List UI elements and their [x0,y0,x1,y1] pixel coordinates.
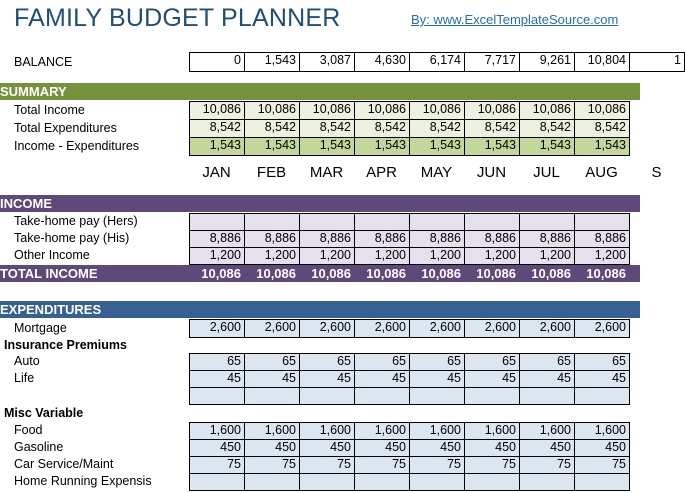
mortgage-cell[interactable]: 2,600 [189,319,245,338]
misc-cell[interactable] [244,473,300,491]
misc-cell[interactable]: 1,600 [299,422,355,440]
misc-cell[interactable]: 450 [464,439,520,457]
summary-cell[interactable]: 10,086 [409,101,465,120]
misc-cell[interactable] [299,473,355,491]
summary-band-label: SUMMARY [0,84,67,99]
misc-cell[interactable]: 75 [519,456,575,474]
summary-cell[interactable]: 8,542 [189,119,245,138]
insurance-cell[interactable] [574,387,630,405]
misc-cell[interactable]: 75 [574,456,630,474]
balance-cell[interactable]: 6,174 [409,52,465,72]
insurance-cell[interactable]: 65 [574,353,630,371]
month-header: MAY [420,164,453,181]
income-row-label: Take-home pay (His) [14,231,130,245]
insurance-cell[interactable]: 65 [244,353,300,371]
income-cell[interactable] [409,213,465,231]
total-income-value: 10,086 [256,266,296,281]
insurance-cell[interactable]: 65 [464,353,520,371]
misc-cell[interactable]: 1,600 [464,422,520,440]
misc-cell[interactable]: 1,600 [519,422,575,440]
balance-cell[interactable]: 1,543 [244,52,300,72]
insurance-cell[interactable]: 45 [464,370,520,388]
summary-cell[interactable]: 8,542 [409,119,465,138]
misc-row-label: Car Service/Maint [14,457,114,471]
insurance-cell[interactable] [519,387,575,405]
misc-row-label: Home Running Expensis [14,474,152,488]
income-cell[interactable]: 8,886 [519,230,575,248]
total-income-value: 10,086 [531,266,571,281]
page-title: FAMILY BUDGET PLANNER [14,4,341,32]
mortgage-cell[interactable]: 2,600 [244,319,300,338]
mortgage-label: Mortgage [14,321,67,335]
summary-cell[interactable]: 1,543 [519,137,575,156]
summary-row-label: Income - Expenditures [14,139,140,153]
summary-cell[interactable]: 8,542 [464,119,520,138]
income-cell[interactable]: 8,886 [299,230,355,248]
total-income-value: 10,086 [586,266,626,281]
income-cell[interactable]: 8,886 [189,230,245,248]
total-income-band [0,265,681,282]
insurance-cell[interactable]: 45 [299,370,355,388]
summary-cell[interactable]: 8,542 [354,119,410,138]
misc-cell[interactable]: 1,600 [189,422,245,440]
misc-cell[interactable]: 75 [464,456,520,474]
insurance-row-label: Life [14,371,35,385]
misc-cell[interactable]: 75 [299,456,355,474]
income-cell[interactable] [464,213,520,231]
misc-row-label: Gasoline [14,440,64,454]
balance-cell[interactable]: 3,087 [299,52,355,72]
summary-cell[interactable]: 1,543 [354,137,410,156]
insurance-cell[interactable]: 65 [189,353,245,371]
misc-cell[interactable]: 450 [189,439,245,457]
income-cell[interactable] [189,213,245,231]
summary-cell[interactable]: 1,543 [409,137,465,156]
month-header: AUG [585,164,618,181]
misc-cell[interactable] [354,473,410,491]
income-cell[interactable] [519,213,575,231]
source-link[interactable]: By: www.ExcelTemplateSource.com [411,12,619,27]
income-cell[interactable]: 1,200 [244,247,300,265]
misc-cell[interactable]: 1,600 [409,422,465,440]
summary-cell[interactable]: 10,086 [299,101,355,120]
insurance-cell[interactable]: 65 [354,353,410,371]
income-cell[interactable] [354,213,410,231]
month-header: JUN [476,164,507,181]
total-income-value: 10,086 [366,266,406,281]
month-header: APR [366,164,397,181]
mortgage-cell[interactable]: 2,600 [299,319,355,338]
insurance-cell[interactable]: 45 [354,370,410,388]
summary-cell[interactable]: 8,542 [574,119,630,138]
insurance-row-label: Auto [14,354,40,368]
summary-cell[interactable]: 10,086 [189,101,245,120]
income-cell[interactable] [574,213,630,231]
misc-cell[interactable]: 75 [354,456,410,474]
misc-cell[interactable]: 450 [354,439,410,457]
income-cell[interactable]: 1,200 [574,247,630,265]
summary-cell[interactable]: 1,543 [464,137,520,156]
misc-cell[interactable]: 450 [244,439,300,457]
balance-cell[interactable]: 1 [629,52,685,72]
misc-cell[interactable]: 1,600 [574,422,630,440]
income-cell[interactable]: 8,886 [409,230,465,248]
insurance-cell[interactable] [354,387,410,405]
month-header: JUL [533,164,560,181]
income-cell[interactable]: 8,886 [354,230,410,248]
misc-cell[interactable]: 450 [409,439,465,457]
misc-cell[interactable]: 450 [519,439,575,457]
summary-cell[interactable]: 8,542 [519,119,575,138]
income-cell[interactable]: 1,200 [464,247,520,265]
misc-cell[interactable]: 450 [574,439,630,457]
insurance-cell[interactable] [409,387,465,405]
summary-cell[interactable]: 1,543 [574,137,630,156]
insurance-cell[interactable]: 65 [409,353,465,371]
month-header: JAN [202,164,231,181]
misc-cell[interactable]: 450 [299,439,355,457]
balance-cell[interactable]: 0 [189,52,245,72]
balance-cell[interactable]: 10,804 [574,52,630,72]
insurance-cell[interactable]: 45 [189,370,245,388]
income-cell[interactable]: 1,200 [189,247,245,265]
insurance-cell[interactable]: 45 [519,370,575,388]
total-income-value: 10,086 [201,266,241,281]
summary-cell[interactable]: 1,543 [189,137,245,156]
income-cell[interactable] [244,213,300,231]
summary-cell[interactable]: 8,542 [244,119,300,138]
income-cell[interactable] [299,213,355,231]
total-income-value: 1 [673,266,681,281]
expenditures-band [0,301,640,318]
expenditures-band-label: EXPENDITURES [0,302,102,317]
balance-cell[interactable]: 7,717 [464,52,520,72]
income-band [0,195,640,212]
misc-cell[interactable] [189,473,245,491]
income-cell[interactable]: 1,200 [409,247,465,265]
summary-cell[interactable]: 1,543 [244,137,300,156]
income-band-label: INCOME [0,196,52,211]
insurance-cell[interactable]: 45 [244,370,300,388]
insurance-cell[interactable] [189,387,245,405]
income-cell[interactable]: 8,886 [464,230,520,248]
total-income-value: 10,086 [476,266,516,281]
misc-cell[interactable] [574,473,630,491]
insurance-cell[interactable]: 45 [574,370,630,388]
misc-cell[interactable]: 1,600 [354,422,410,440]
month-header: MAR [309,164,344,181]
insurance-cell[interactable]: 65 [519,353,575,371]
misc-header: Misc Variable [4,406,84,420]
misc-cell[interactable] [519,473,575,491]
mortgage-cell[interactable]: 2,600 [574,319,630,338]
misc-row-label: Food [14,423,43,437]
insurance-cell[interactable] [299,387,355,405]
misc-cell[interactable]: 75 [409,456,465,474]
insurance-cell[interactable]: 65 [299,353,355,371]
income-cell[interactable]: 1,200 [299,247,355,265]
summary-cell[interactable]: 10,086 [464,101,520,120]
mortgage-cell[interactable]: 2,600 [519,319,575,338]
insurance-cell[interactable]: 45 [409,370,465,388]
balance-cell[interactable]: 4,630 [354,52,410,72]
mortgage-cell[interactable]: 2,600 [464,319,520,338]
income-cell[interactable]: 1,200 [354,247,410,265]
balance-cell[interactable]: 9,261 [519,52,575,72]
summary-cell[interactable]: 10,086 [354,101,410,120]
income-cell[interactable]: 8,886 [244,230,300,248]
mortgage-cell[interactable]: 2,600 [409,319,465,338]
summary-cell[interactable]: 8,542 [299,119,355,138]
balance-label: BALANCE [14,55,73,69]
summary-cell[interactable]: 1,543 [299,137,355,156]
summary-cell[interactable]: 10,086 [574,101,630,120]
misc-cell[interactable]: 75 [189,456,245,474]
insurance-header: Insurance Premiums [4,338,127,352]
income-cell[interactable]: 1,200 [519,247,575,265]
summary-cell[interactable]: 10,086 [244,101,300,120]
misc-cell[interactable] [464,473,520,491]
insurance-cell[interactable] [244,387,300,405]
month-header: FEB [256,164,287,181]
summary-cell[interactable]: 10,086 [519,101,575,120]
misc-cell[interactable]: 75 [244,456,300,474]
summary-row-label: Total Expenditures [14,121,117,135]
income-cell[interactable]: 8,886 [574,230,630,248]
insurance-cell[interactable] [464,387,520,405]
month-header: S [651,164,662,181]
total-income-value: 10,086 [311,266,351,281]
total-income-value: 10,086 [421,266,461,281]
misc-cell[interactable] [409,473,465,491]
income-row-label: Take-home pay (Hers) [14,214,138,228]
misc-cell[interactable]: 1,600 [244,422,300,440]
summary-row-label: Total Income [14,103,85,117]
mortgage-cell[interactable]: 2,600 [354,319,410,338]
income-row-label: Other Income [14,248,90,262]
total-income-label: TOTAL INCOME [0,266,98,281]
summary-band [0,83,640,100]
